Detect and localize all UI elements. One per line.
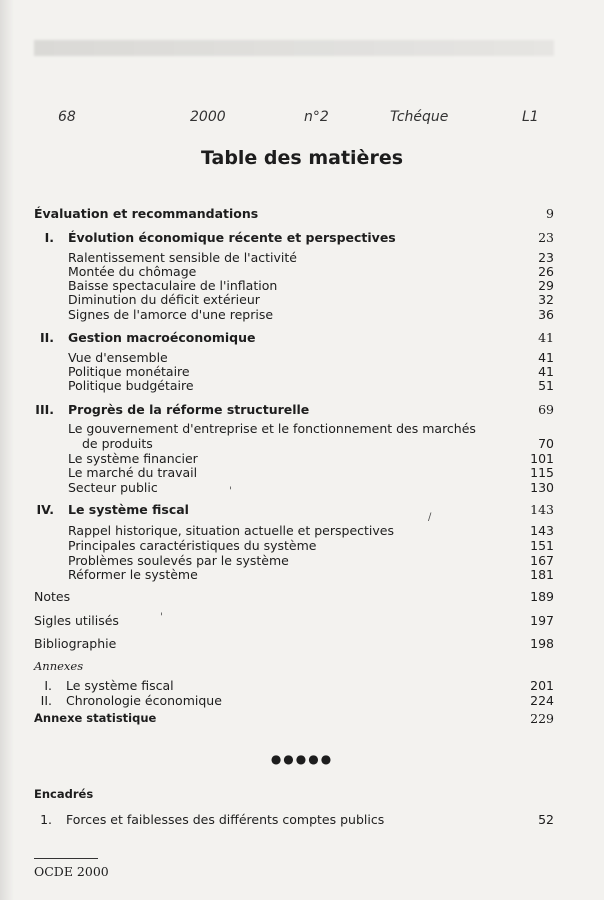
toc-page: 198 bbox=[530, 636, 554, 651]
annexes-label: Annexes bbox=[34, 659, 84, 673]
toc-label: Montée du chômage bbox=[68, 264, 197, 279]
stray-mark: ' bbox=[160, 612, 163, 623]
handwritten-code: L1 bbox=[522, 109, 539, 125]
toc-page: 224 bbox=[530, 693, 554, 708]
toc-page: 23 bbox=[538, 230, 554, 245]
toc-label: Diminution du déficit extérieur bbox=[68, 292, 260, 307]
toc-page: 26 bbox=[538, 264, 554, 279]
toc-page: 143 bbox=[530, 502, 554, 517]
annex-number: II. bbox=[40, 693, 52, 708]
toc-label: Ralentissement sensible de l'activité bbox=[68, 250, 297, 265]
handwritten-number: 68 bbox=[58, 109, 76, 125]
toc-page: 36 bbox=[538, 307, 554, 322]
toc-label: Réformer le système bbox=[68, 567, 198, 582]
toc-label: Sigles utilisés bbox=[34, 613, 119, 628]
footer-rule bbox=[34, 858, 98, 859]
section-number: III. bbox=[35, 402, 54, 417]
toc-page: 201 bbox=[530, 678, 554, 693]
separator-dots: ●●●●● bbox=[270, 752, 334, 766]
toc-page: 130 bbox=[530, 480, 554, 495]
section-title: Le système fiscal bbox=[68, 502, 189, 517]
toc-label: Vue d'ensemble bbox=[68, 350, 168, 365]
section-title: Gestion macroéconomique bbox=[68, 330, 256, 345]
toc-label: Rappel historique, situation actuelle et perspectives bbox=[68, 523, 394, 538]
section-number: IV. bbox=[36, 502, 54, 517]
toc-label: Forces et faiblesses des différents comptes publics bbox=[66, 812, 385, 827]
section-number: II. bbox=[39, 330, 54, 345]
page-title: Table des matières bbox=[200, 147, 404, 169]
toc-page: 115 bbox=[530, 465, 554, 480]
toc-page: 41 bbox=[538, 350, 554, 365]
toc-page: 143 bbox=[530, 523, 554, 538]
toc-label: Bibliographie bbox=[34, 636, 117, 651]
toc-label: Secteur public bbox=[68, 480, 158, 495]
toc-page: 70 bbox=[538, 436, 554, 451]
annex-number: I. bbox=[44, 678, 52, 693]
toc-page: 197 bbox=[530, 613, 554, 628]
handwritten-country: Tchéque bbox=[390, 109, 449, 125]
footer-text: OCDE 2000 bbox=[34, 864, 109, 879]
toc-label: Annexe statistique bbox=[34, 711, 157, 725]
toc-page: 41 bbox=[538, 330, 554, 345]
toc-label: Problèmes soulevés par le système bbox=[68, 553, 289, 568]
toc-page: 51 bbox=[538, 378, 554, 393]
toc-page: 69 bbox=[538, 402, 554, 417]
toc-page: 151 bbox=[530, 538, 554, 553]
toc-label: Le système financier bbox=[68, 451, 198, 466]
toc-label: Principales caractéristiques du système bbox=[68, 538, 317, 553]
toc-label: de produits bbox=[82, 436, 153, 451]
toc-page: 23 bbox=[538, 250, 554, 265]
stray-mark: / bbox=[428, 512, 432, 523]
box-number: 1. bbox=[40, 812, 52, 827]
toc-label: Politique monétaire bbox=[68, 364, 190, 379]
toc-label: Le système fiscal bbox=[66, 678, 174, 693]
toc-page: 181 bbox=[530, 567, 554, 582]
toc-label: Signes de l'amorce d'une reprise bbox=[68, 307, 274, 322]
section-number: I. bbox=[44, 230, 54, 245]
handwritten-issue: n°2 bbox=[304, 109, 329, 125]
section-title: Évolution économique récente et perspectives bbox=[68, 230, 396, 245]
toc-label: Le gouvernement d'entreprise et le fonctionnement des marchés bbox=[68, 421, 476, 436]
toc-label: Politique budgétaire bbox=[68, 378, 194, 393]
toc-label: Notes bbox=[34, 589, 71, 604]
toc-page: 32 bbox=[538, 292, 554, 307]
toc-page: 9 bbox=[546, 206, 554, 221]
toc-label: Le marché du travail bbox=[68, 465, 198, 480]
toc-label: Chronologie économique bbox=[66, 693, 222, 708]
toc-page: 229 bbox=[530, 711, 554, 726]
toc-page: 189 bbox=[530, 589, 554, 604]
section-title: Progrès de la réforme structurelle bbox=[68, 402, 310, 417]
toc-page: 101 bbox=[530, 451, 554, 466]
handwritten-year: 2000 bbox=[190, 109, 226, 125]
toc-label: Baisse spectaculaire de l'inflation bbox=[68, 278, 278, 293]
toc-page: 167 bbox=[530, 553, 554, 568]
encadres-label: Encadrés bbox=[34, 787, 94, 801]
toc-page: 29 bbox=[538, 278, 554, 293]
toc-page: 41 bbox=[538, 364, 554, 379]
stray-mark: ' bbox=[229, 486, 232, 497]
bleed-through-header bbox=[34, 40, 554, 56]
toc-page: 52 bbox=[538, 812, 554, 827]
toc-label: Évaluation et recommandations bbox=[34, 206, 259, 221]
